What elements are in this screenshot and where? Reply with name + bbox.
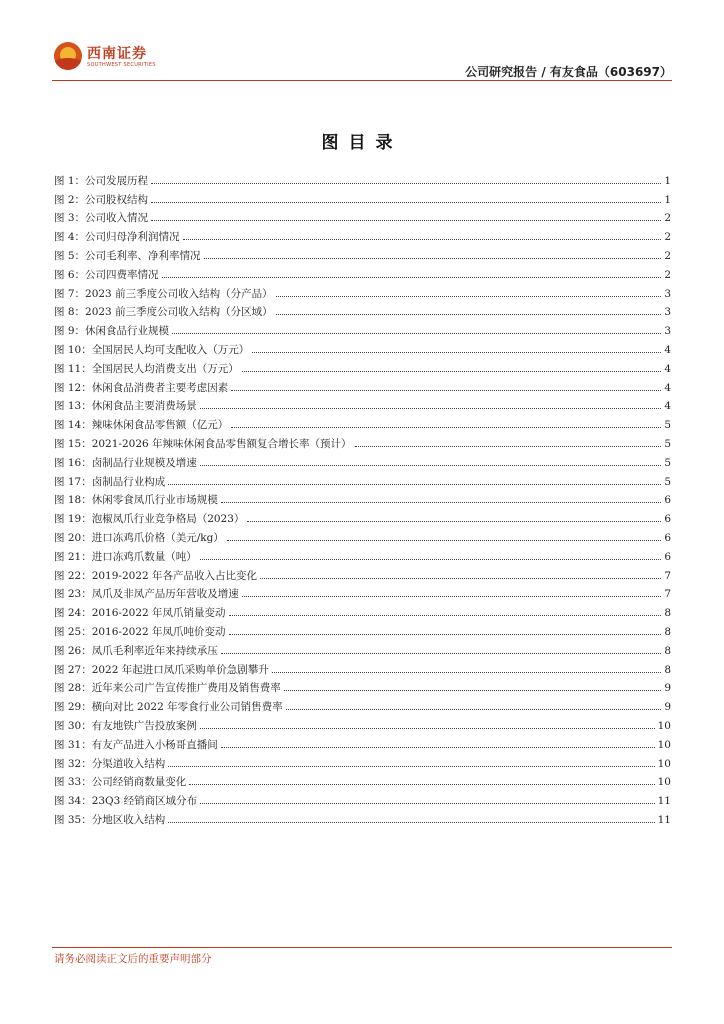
toc-entry-label: 图 2：公司股权结构 <box>54 193 149 206</box>
toc-entry-label: 图 25：2016-2022 年凤爪吨价变动 <box>54 625 226 638</box>
logo-name-en: SOUTHWEST SECURITIES <box>87 62 156 68</box>
toc-entry[interactable] <box>54 282 671 301</box>
toc-entry-label: 图 8：2023 前三季度公司收入结构（分区域） <box>54 306 273 319</box>
toc-entry-label: 图 26：凤爪毛利率近年来持续承压 <box>54 644 218 657</box>
toc-entry[interactable] <box>54 225 671 244</box>
toc-entry[interactable] <box>54 545 671 564</box>
toc-dot-leader <box>227 540 661 541</box>
toc-entry-label: 图 1：公司发展历程 <box>54 174 149 187</box>
toc-entry[interactable] <box>54 357 671 376</box>
toc-dot-leader <box>168 822 654 823</box>
toc-entry-page-number: 9 <box>664 682 671 695</box>
company-logo <box>54 42 154 76</box>
toc-entry[interactable] <box>54 714 671 733</box>
toc-entry-label: 图 24：2016-2022 年凤爪销量变动 <box>54 607 226 620</box>
toc-dot-leader <box>260 578 661 579</box>
toc-entry-page-number: 1 <box>664 174 671 187</box>
toc-entry-label: 图 32：分渠道收入结构 <box>54 757 166 770</box>
toc-entry[interactable] <box>54 601 671 620</box>
toc-entry[interactable] <box>54 752 671 771</box>
toc-entry-page-number: 6 <box>664 550 671 563</box>
toc-entry[interactable] <box>54 771 671 790</box>
toc-entry-label: 图 33：公司经销商数量变化 <box>54 776 187 789</box>
toc-dot-leader <box>172 333 661 334</box>
toc-entry-label: 图 13：休闲食品主要消费场景 <box>54 400 197 413</box>
toc-entry-page-number: 10 <box>657 776 671 789</box>
toc-entry-label: 图 4：公司归母净利润情况 <box>54 231 180 244</box>
toc-dot-leader <box>231 427 661 428</box>
toc-entry-page-number: 2 <box>664 268 671 281</box>
toc-entry-label: 图 18：休闲零食凤爪行业市场规模 <box>54 494 218 507</box>
toc-dot-leader <box>151 183 661 184</box>
logo-name-cn: 西南证券 <box>87 46 147 62</box>
report-title: 公司研究报告 / 有友食品（603697） <box>465 65 672 79</box>
toc-entry-label: 图 10：全国居民人均可支配收入（万元） <box>54 343 250 356</box>
toc-entry-page-number: 8 <box>664 625 671 638</box>
toc-entry-page-number: 10 <box>657 757 671 770</box>
toc-entry-page-number: 10 <box>657 719 671 732</box>
toc-entry-label: 图 23：凤爪及非凤产品历年营收及增速 <box>54 588 239 601</box>
toc-dot-leader <box>272 672 662 673</box>
toc-entry-page-number: 5 <box>664 437 671 450</box>
toc-entry[interactable] <box>54 395 671 414</box>
toc-dot-leader <box>286 709 662 710</box>
toc-entry[interactable] <box>54 188 671 207</box>
toc-entry-page-number: 4 <box>664 343 671 356</box>
toc-entry-label: 图 21：进口冻鸡爪数量（吨） <box>54 550 197 563</box>
toc-entry-page-number: 5 <box>664 419 671 432</box>
toc-dot-leader <box>200 408 662 409</box>
toc-dot-leader <box>247 521 661 522</box>
toc-entry-page-number: 7 <box>664 569 671 582</box>
toc-entry[interactable] <box>54 432 671 451</box>
toc-entry-label: 图 5：公司毛利率、净利率情况 <box>54 249 201 262</box>
toc-dot-leader <box>151 220 661 221</box>
toc-entry-page-number: 8 <box>664 644 671 657</box>
toc-entry-label: 图 3：公司收入情况 <box>54 212 149 225</box>
toc-dot-leader <box>221 502 662 503</box>
toc-dot-leader <box>162 277 662 278</box>
toc-entry[interactable] <box>54 695 671 714</box>
toc-entry-page-number: 5 <box>664 456 671 469</box>
toc-entry[interactable] <box>54 470 671 489</box>
toc-entry-page-number: 4 <box>664 362 671 375</box>
toc-entry[interactable] <box>54 733 671 752</box>
toc-dot-leader <box>221 747 655 748</box>
footer-notice: 请务必阅读正文后的重要声明部分 <box>54 953 212 965</box>
toc-entry[interactable] <box>54 808 671 827</box>
toc-entry-label: 图 14：辣味休闲食品零售额（亿元） <box>54 419 229 432</box>
toc-dot-leader <box>204 258 662 259</box>
page-title: 图目录 <box>321 133 403 153</box>
header-divider <box>52 80 672 81</box>
toc-entry[interactable] <box>54 658 671 677</box>
toc-entry-page-number: 11 <box>657 795 671 808</box>
toc-dot-leader <box>189 784 654 785</box>
toc-dot-leader <box>242 596 662 597</box>
toc-entry-page-number: 6 <box>664 494 671 507</box>
toc-dot-leader <box>200 465 662 466</box>
toc-entry-page-number: 2 <box>664 249 671 262</box>
toc-dot-leader <box>284 690 662 691</box>
toc-entry-page-number: 4 <box>664 381 671 394</box>
toc-entry[interactable] <box>54 639 671 658</box>
toc-entry-label: 图 19：泡椒凤爪行业竞争格局（2023） <box>54 513 245 526</box>
toc-entry-page-number: 3 <box>664 325 671 338</box>
toc-entry-page-number: 1 <box>664 193 671 206</box>
toc-entry[interactable] <box>54 677 671 696</box>
toc-entry[interactable] <box>54 263 671 282</box>
toc-entry-label: 图 17：卤制品行业构成 <box>54 475 166 488</box>
toc-dot-leader <box>200 803 654 804</box>
toc-entry-page-number: 8 <box>664 663 671 676</box>
toc-entry[interactable] <box>54 507 671 526</box>
toc-entry-label: 图 22：2019-2022 年各产品收入占比变化 <box>54 569 258 582</box>
toc-entry[interactable] <box>54 376 671 395</box>
toc-entry-page-number: 7 <box>664 588 671 601</box>
toc-entry-page-number: 5 <box>664 475 671 488</box>
toc-dot-leader <box>231 390 661 391</box>
footer-divider <box>52 947 672 948</box>
toc-entry-label: 图 29：横向对比 2022 年零食行业公司销售费率 <box>54 701 283 714</box>
toc-dot-leader <box>168 484 661 485</box>
toc-entry[interactable] <box>54 583 671 602</box>
toc-dot-leader <box>183 239 662 240</box>
toc-entry[interactable] <box>54 244 671 263</box>
toc-dot-leader <box>168 766 654 767</box>
toc-entry-label: 图 12：休闲食品消费者主要考虑因素 <box>54 381 229 394</box>
toc-entry-label: 图 11：全国居民人均消费支出（万元） <box>54 362 239 375</box>
toc-entry-label: 图 6：公司四费率情况 <box>54 268 159 281</box>
toc-dot-leader <box>200 728 655 729</box>
toc-dot-leader <box>355 446 662 447</box>
toc-entry-label: 图 20：进口冻鸡爪价格（美元/kg） <box>54 531 224 544</box>
toc-dot-leader <box>229 615 662 616</box>
figure-toc-list <box>54 169 671 827</box>
toc-entry[interactable] <box>54 489 671 508</box>
toc-dot-leader <box>229 634 662 635</box>
toc-entry-label: 图 30：有友地铁广告投放案例 <box>54 719 197 732</box>
toc-entry-label: 图 35：分地区收入结构 <box>54 813 166 826</box>
toc-entry-page-number: 11 <box>657 813 671 826</box>
toc-entry-page-number: 3 <box>664 287 671 300</box>
page-header <box>0 0 724 82</box>
toc-entry-page-number: 3 <box>664 306 671 319</box>
toc-entry[interactable] <box>54 207 671 226</box>
toc-entry-page-number: 2 <box>664 231 671 244</box>
toc-entry-label: 图 28：近年来公司广告宣传推广费用及销售费率 <box>54 682 281 695</box>
toc-entry[interactable] <box>54 789 671 808</box>
toc-dot-leader <box>252 352 661 353</box>
toc-dot-leader <box>151 202 661 203</box>
toc-entry[interactable] <box>54 413 671 432</box>
toc-entry-label: 图 34：23Q3 经销商区域分布 <box>54 795 198 808</box>
toc-entry-page-number: 2 <box>664 212 671 225</box>
toc-entry-page-number: 8 <box>664 607 671 620</box>
toc-entry-label: 图 7：2023 前三季度公司收入结构（分产品） <box>54 287 273 300</box>
toc-dot-leader <box>221 653 662 654</box>
toc-dot-leader <box>276 314 662 315</box>
toc-entry-page-number: 4 <box>664 400 671 413</box>
toc-entry[interactable] <box>54 526 671 545</box>
toc-entry-label: 图 16：卤制品行业规模及增速 <box>54 456 197 469</box>
toc-entry-page-number: 9 <box>664 701 671 714</box>
toc-dot-leader <box>276 296 662 297</box>
toc-entry-label: 图 31：有友产品进入小杨哥直播间 <box>54 738 218 751</box>
toc-entry[interactable] <box>54 451 671 470</box>
toc-dot-leader <box>242 371 662 372</box>
toc-entry-label: 图 9：休闲食品行业规模 <box>54 325 170 338</box>
toc-entry-page-number: 6 <box>664 513 671 526</box>
toc-entry-page-number: 10 <box>657 738 671 751</box>
toc-entry-page-number: 6 <box>664 531 671 544</box>
toc-entry-label: 图 27：2022 年起进口凤爪采购单价急剧攀升 <box>54 663 269 676</box>
toc-entry[interactable] <box>54 620 671 639</box>
toc-entry[interactable] <box>54 169 671 188</box>
toc-entry[interactable] <box>54 301 671 320</box>
toc-entry[interactable] <box>54 564 671 583</box>
toc-entry-label: 图 15：2021-2026 年辣味休闲食品零售额复合增长率（预计） <box>54 437 352 450</box>
toc-entry[interactable] <box>54 319 671 338</box>
toc-dot-leader <box>200 559 662 560</box>
toc-entry[interactable] <box>54 338 671 357</box>
logo-sun-icon <box>54 42 82 70</box>
